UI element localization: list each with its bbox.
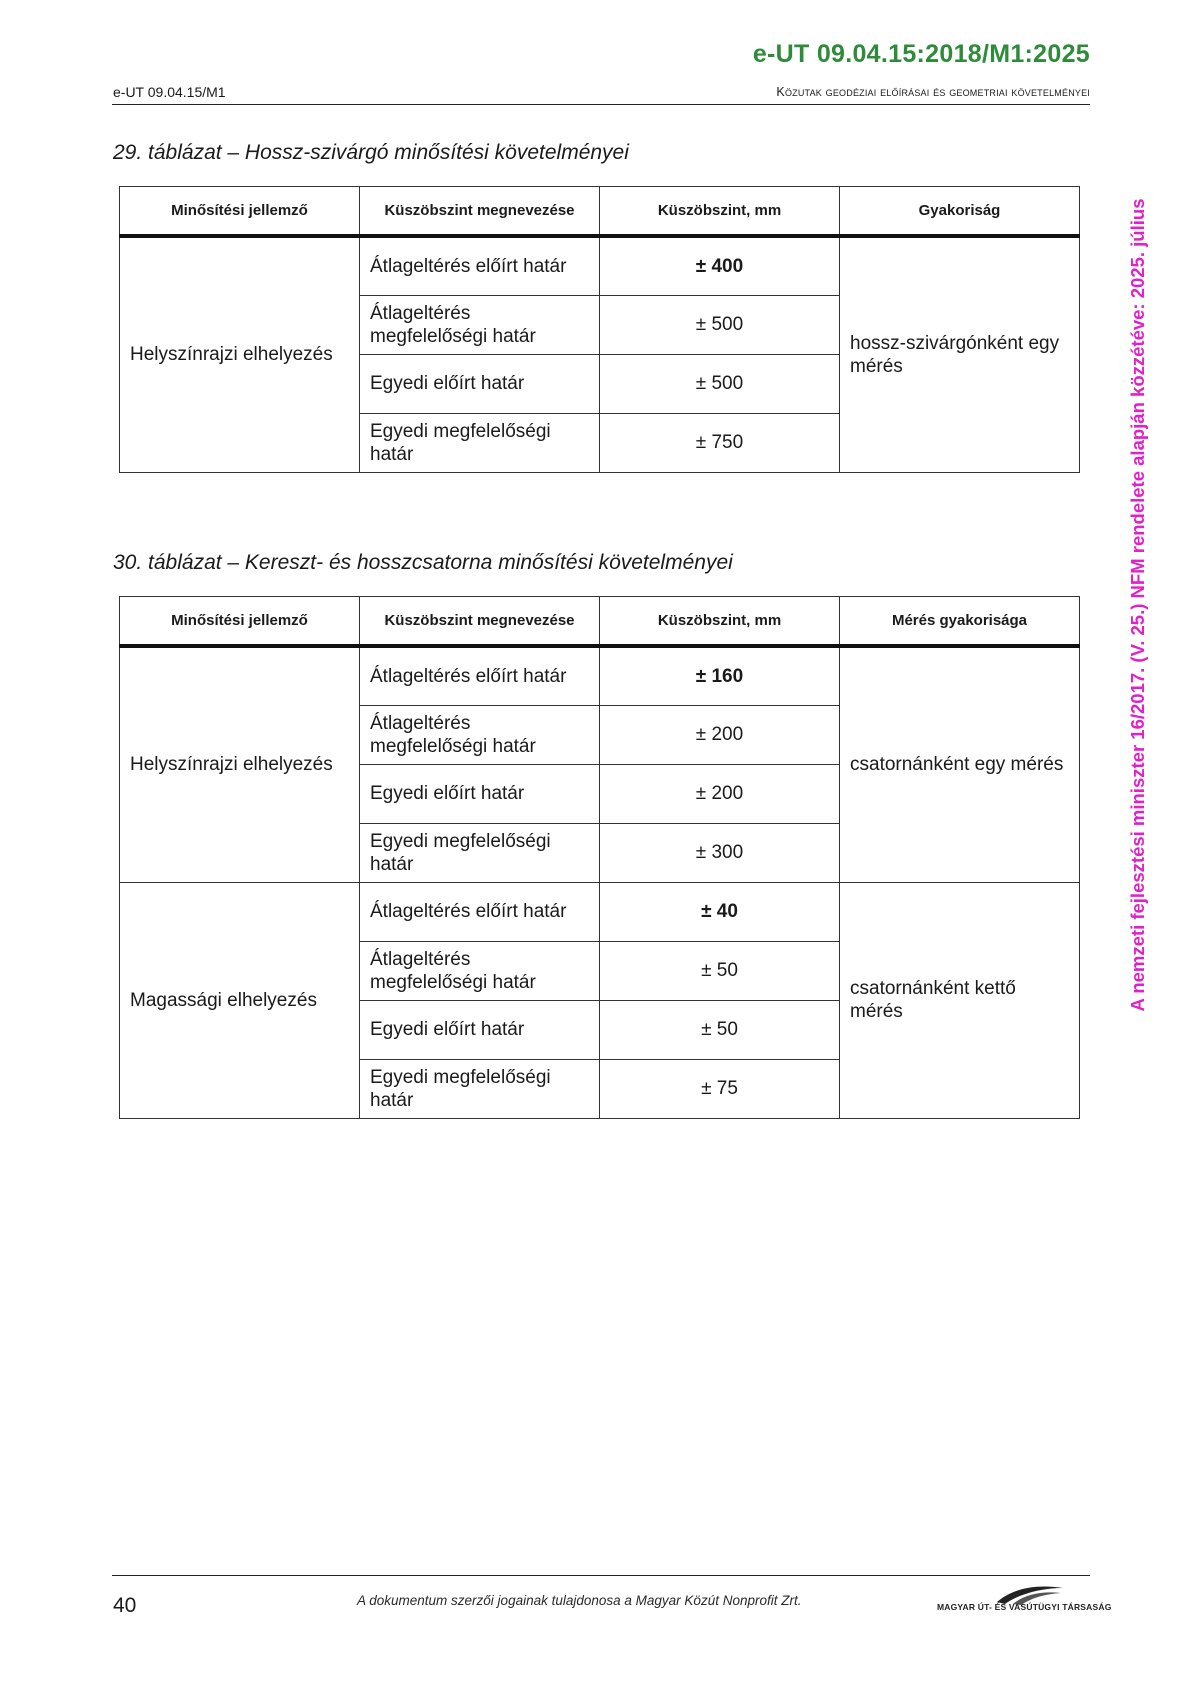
threshold-name: Egyedi megfelelőségi határ: [360, 413, 600, 472]
header-rule: [112, 104, 1090, 105]
threshold-value: ± 300: [600, 823, 840, 882]
threshold-name: Átlageltérés előírt határ: [360, 646, 600, 705]
threshold-value: ± 500: [600, 354, 840, 413]
threshold-name: Átlageltérés megfelelőségi határ: [360, 941, 600, 1000]
table29: [119, 186, 1080, 473]
table30-header: Küszöbszint megnevezése: [360, 597, 600, 647]
threshold-value: ± 50: [600, 941, 840, 1000]
table29-header: Minősítési jellemző: [120, 187, 360, 237]
table30: [119, 596, 1080, 1119]
table30-header: Mérés gyakorisága: [840, 597, 1080, 647]
document-code: e-UT 09.04.15:2018/M1:2025: [752, 40, 1090, 68]
side-note-container: [1125, 160, 1151, 1050]
threshold-name: Átlageltérés előírt határ: [360, 236, 600, 295]
threshold-value: ± 40: [600, 882, 840, 941]
footer-copyright: A dokumentum szerzői jogainak tulajdonosa a Magyar Közút Nonprofit Zrt.: [357, 1593, 802, 1608]
table30-header-row: [120, 597, 1080, 647]
threshold-value: ± 200: [600, 705, 840, 764]
page-number: 40: [113, 1594, 137, 1617]
logo-text: MAGYAR ÚT- ÉS VASÚTÜGYI TÁRSASÁG: [937, 1602, 1112, 1612]
threshold-value: ± 75: [600, 1059, 840, 1118]
table30-group: Helyszínrajzi elhelyezés: [120, 646, 360, 882]
threshold-name: Egyedi előírt határ: [360, 354, 600, 413]
table29-caption: 29. táblázat – Hossz-szivárgó minősítési követelményei: [113, 141, 629, 164]
threshold-value: ± 200: [600, 764, 840, 823]
table-row: [120, 236, 1080, 295]
header-left: e-UT 09.04.15/M1: [113, 84, 226, 100]
table30-group: Magassági elhelyezés: [120, 882, 360, 1118]
table29-header: Gyakoriság: [840, 187, 1080, 237]
threshold-name: Egyedi megfelelőségi határ: [360, 823, 600, 882]
footer-rule: [112, 1575, 1090, 1576]
threshold-name: Átlageltérés megfelelőségi határ: [360, 295, 600, 354]
threshold-name: Egyedi előírt határ: [360, 1000, 600, 1059]
threshold-name: Egyedi előírt határ: [360, 764, 600, 823]
table-row: [120, 646, 1080, 705]
header-right: Közutak geodéziai előírásai és geometriai követelményei: [776, 85, 1090, 99]
table29-header: Küszöbszint, mm: [600, 187, 840, 237]
threshold-value: ± 750: [600, 413, 840, 472]
side-note: A nemzeti fejlesztési miniszter 16/2017. (V. 25.) NFM rendelete alapján közzétéve: 2025. július: [1127, 198, 1148, 1012]
table30-frequency: csatornánként egy mérés: [840, 646, 1080, 882]
threshold-name: Egyedi megfelelőségi határ: [360, 1059, 600, 1118]
threshold-value: ± 400: [600, 236, 840, 295]
threshold-name: Átlageltérés előírt határ: [360, 882, 600, 941]
table30-header: Küszöbszint, mm: [600, 597, 840, 647]
table-row: [120, 882, 1080, 941]
table29-header-row: [120, 187, 1080, 237]
company-logo: [935, 1582, 1112, 1622]
table30-caption: 30. táblázat – Kereszt- és hosszcsatorna minősítési követelményei: [113, 551, 733, 574]
table30-frequency: csatornánként kettő mérés: [840, 882, 1080, 1118]
table29-frequency: hossz-szivárgónként egy mérés: [840, 236, 1080, 472]
table29-group: Helyszínrajzi elhelyezés: [120, 236, 360, 472]
threshold-value: ± 160: [600, 646, 840, 705]
threshold-value: ± 500: [600, 295, 840, 354]
table29-header: Küszöbszint megnevezése: [360, 187, 600, 237]
table30-header: Minősítési jellemző: [120, 597, 360, 647]
threshold-value: ± 50: [600, 1000, 840, 1059]
threshold-name: Átlageltérés megfelelőségi határ: [360, 705, 600, 764]
